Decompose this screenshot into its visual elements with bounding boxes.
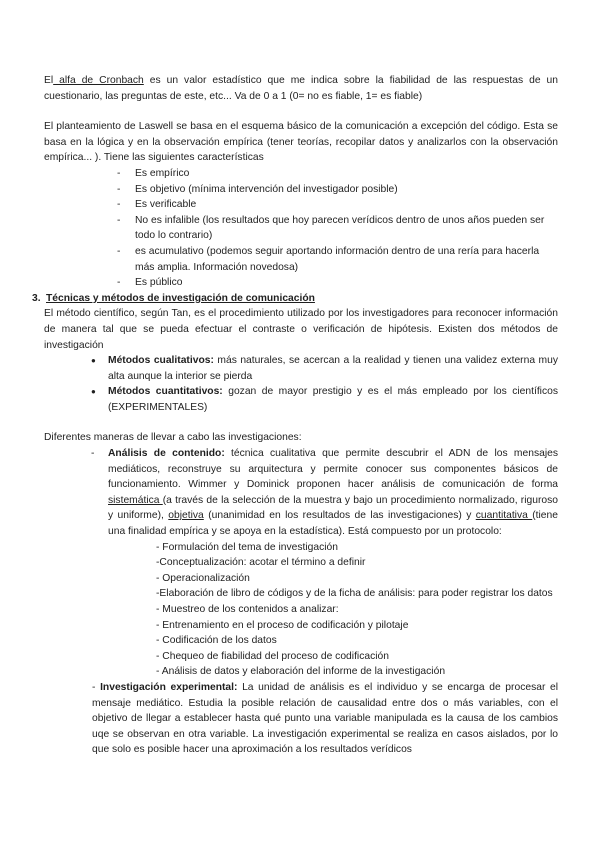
list-item: - Es empírico: [118, 166, 558, 182]
method-label: Métodos cualitativos:: [108, 355, 214, 367]
dash-marker: -: [92, 681, 101, 693]
section-title: Técnicas y métodos de investigación de comunicación: [46, 292, 315, 304]
list-item: [92, 384, 558, 415]
ways-paragraph: Diferentes maneras de llevar a cabo las investigaciones:: [44, 432, 302, 444]
method-paragraph: El método científico, según Tan, es el procedimiento utilizado por los investigadores para reconocer información de manera tal que se pueda efectuar el contraste o verificación de hipótesis. Existen dos métodos de investigación: [44, 308, 558, 351]
content-analysis-item: [44, 446, 558, 540]
document-page: [32, 73, 559, 758]
term-objetiva: objetiva: [168, 510, 204, 522]
method-text: más naturales, se acercan a la realidad y tienen una validez externa muy alta aunque la interior se pierda: [108, 355, 558, 382]
cronbach-term: alfa de Cronbach: [53, 75, 144, 86]
section-heading: [32, 291, 558, 307]
list-item: [92, 353, 558, 384]
list-item: - Es verificable: [118, 197, 558, 213]
term-sistematica: sistemática: [108, 494, 163, 506]
content-analysis-text: (tiene una finalidad empírica y se apoya en la estadística). Está compuesto por un protocolo:: [108, 510, 558, 538]
method-text: gozan de mayor prestigio y es el más empleado por los científicos (EXPERIMENTALES): [108, 386, 558, 413]
method-label: Métodos cuantitativos:: [108, 386, 223, 398]
list-item: - Es público: [118, 275, 558, 291]
list-item: - No es infalible (los resultados que hoy parecen verídicos dentro de unos años pueden ser todo lo contrario): [118, 213, 558, 244]
content-analysis-label: Análisis de contenido:: [108, 448, 225, 460]
list-item: -Elaboración de libro de códigos y de la ficha de análisis: para poder registrar los datos: [156, 588, 553, 600]
experimental-label: Investigación experimental:: [100, 681, 238, 693]
list-item: - Operacionalización: [156, 572, 250, 584]
experimental-paragraph: [44, 680, 558, 758]
list-item: - Análisis de datos y elaboración del informe de la investigación: [156, 666, 446, 678]
protocol-list: [44, 540, 558, 680]
experimental-text: La unidad de análisis es el individuo y se encarga de procesar el mensaje mediático. Estudia la posible relación de causalidad entre dos o más variables, con el objetivo de llegar a establecer hasta qué punto una variable manipulada es la causa de los cambios uqe se observan en otra variable. La investigación experimental se realiza en casos aislados, por lo que solo es posible hacer una aproximación a los resultados verídicos: [92, 681, 559, 756]
methods-list: [44, 353, 558, 415]
laswell-paragraph: El planteamiento de Laswell se basa en el esquema básico de la comunicación a excepción del código. Esta se basa en la lógica y en la observación empírica (tener teorías, recopilar datos y analizarlos con la observación empírica... ). Tiene las siguientes características: [44, 121, 558, 164]
list-item: - es acumulativo (podemos seguir aportando información dentro de una rería para hacerla más amplia. Información novedosa): [118, 244, 558, 275]
content-analysis-text: (unanimidad en los resultados de las investigaciones) y: [203, 510, 476, 522]
cronbach-text: es un valor estadístico que me indica sobre la fiabilidad de las respuestas de un cuestionario, las preguntas de este, etc... Va de 0 a 1 (0= no es fiable, 1= es fiable): [44, 75, 558, 102]
list-item: - Chequeo de fiabilidad del proceso de codificación: [156, 650, 389, 662]
content-analysis-text: técnica cualitativa que permite descubrir el ADN de los mensajes mediáticos, reconstruye su arquitectura y permite conocer sus componentes básicos de funcionamiento. Wimmer y Dominick proponen hacer análisis de comunicación de forma: [108, 448, 558, 491]
list-item: - Formulación del tema de investigación: [156, 541, 339, 553]
cronbach-paragraph: [44, 73, 558, 104]
content-analysis-text: (a través de la selección de la muestra y bajo un procedimiento normalizado, riguroso y uniforme),: [108, 494, 558, 522]
cronbach-pre: El: [44, 75, 54, 86]
list-item: - Es objetivo (mínima intervención del investigador posible): [118, 182, 558, 198]
characteristics-list: [44, 166, 558, 291]
list-item: - Entrenamiento en el proceso de codificación y pilotaje: [156, 619, 409, 631]
list-item: - Muestreo de los contenidos a analizar:: [156, 604, 339, 615]
list-item: - Codificación de los datos: [156, 635, 277, 647]
section-number: 3.: [32, 292, 41, 304]
term-cuantitativa: cuantitativa: [475, 510, 533, 522]
list-item: -Conceptualización: acotar el término a definir: [156, 557, 366, 569]
dash-marker: -: [91, 448, 95, 460]
